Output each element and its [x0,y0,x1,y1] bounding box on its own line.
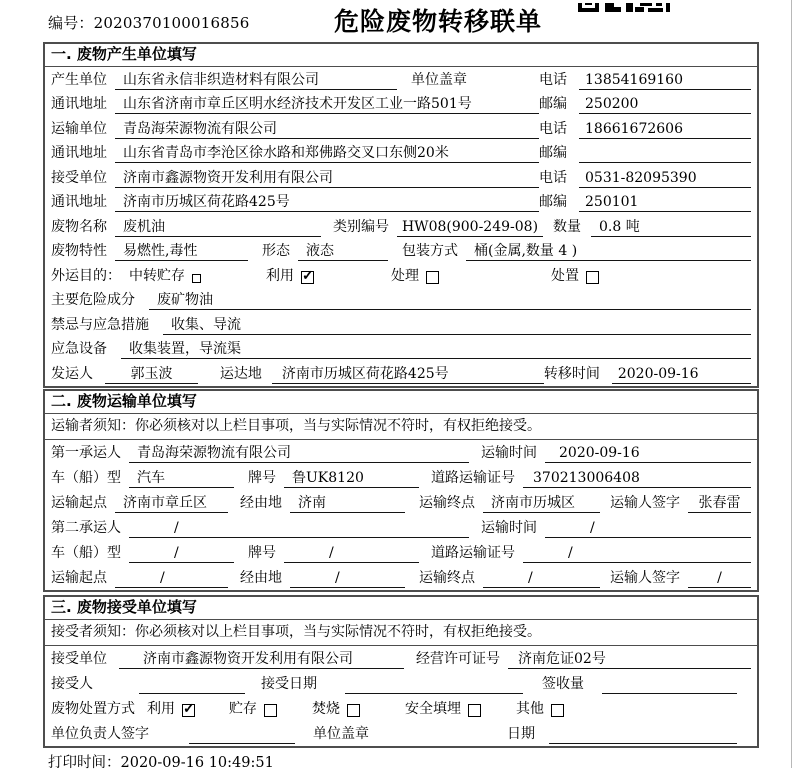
carrier2-field: / [129,520,469,538]
plate2-field: / [284,545,419,563]
destination-field: 济南市历城区荷花路425号 [272,366,544,384]
receiver-address-field: 济南市历城区荷花路425号 [115,194,539,212]
transporter-field: 青岛海荣源物流有限公司 [115,121,539,139]
phone-label: 电话 [539,169,567,186]
row-responsible-sign [45,721,757,746]
producer-zip-field: 250200 [579,96,751,114]
option-other [516,700,564,721]
section-transporter [43,389,759,592]
permit-field: 济南危证02号 [508,651,751,669]
row-carrier1 [45,440,757,465]
zip-label: 邮编 [539,96,567,112]
unit-seal-label: 单位盖章 [411,71,467,88]
phone-group [539,71,751,92]
serial-label: 编号： [48,14,94,32]
carrier-sign-label: 运输人签字 [610,570,680,586]
option-label: 焚烧 [312,701,340,717]
purpose-label: 外运目的： [51,267,121,284]
road-license2-field: / [523,545,751,563]
plate-label: 牌号 [248,470,276,486]
producer-address-field: 山东省济南市章丘区明水经济技术开发区工业一路501号 [115,96,539,114]
option-dispose [551,267,599,288]
row-producer-address [45,92,757,117]
origin-label: 运输起点 [51,570,107,586]
row-receiver-address [45,190,757,215]
row-receive-unit [45,646,757,671]
checkbox-transfer-storage [192,274,201,283]
hazard-field: 废矿物油 [149,292,751,310]
received-amount-field [602,676,737,694]
carrier1-field: 青岛海荣源物流有限公司 [129,445,469,463]
receiver-field: 济南市鑫源物资开发利用有限公司 [115,170,539,188]
checkbox-dispose [586,271,599,284]
producer-phone-field: 13854169160 [579,72,751,90]
transfer-time-label: 转移时间 [543,365,600,382]
origin-label: 运输起点 [51,495,107,511]
form-label: 形态 [262,243,290,259]
row-vehicle1 [45,465,757,490]
received-amount-label: 签收量 [542,676,584,692]
waste-name-label: 废物名称 [51,218,107,235]
origin2-field: / [115,570,228,588]
option-label: 利用 [147,701,175,717]
row-taboo [45,312,757,337]
checkbox-storage [264,704,277,717]
transporter-phone-field: 18661672606 [579,121,751,139]
phone-label: 电话 [539,120,567,137]
checkbox-landfill [468,704,481,717]
checkbox-other [551,704,564,717]
zip-group [539,193,751,214]
row-vehicle2 [45,540,757,565]
transport-time-label: 运输时间 [481,520,537,536]
receive-date-field [345,676,523,694]
row-route2 [45,565,757,590]
address-label: 通讯地址 [51,194,107,210]
taboo-label: 禁忌与应急措施 [51,316,149,333]
producer-field: 山东省永信非织造材料有限公司 [115,72,397,90]
receiver-notice: 接受者须知：你必须核对以上栏目事项，当与实际情况不符时，有权拒绝接受。 [45,620,757,646]
row-transporter [45,116,757,141]
packing-label: 包装方式 [402,243,458,259]
phone-group [539,169,751,190]
transporter-label: 运输单位 [51,120,107,137]
equipment-field: 收集装置，导流渠 [121,341,751,359]
origin1-field: 济南市章丘区 [115,495,228,513]
print-time [48,751,274,772]
shipper-field: 郭玉波 [105,366,198,384]
section1-title: 一. 废物产生单位填写 [45,44,757,67]
receive-person-field [139,676,245,694]
row-producer [45,67,757,92]
transporter-zip-field [579,145,751,163]
receiver-zip-field: 250101 [579,194,751,212]
plate-label: 牌号 [248,545,276,561]
checkbox-treat [426,271,439,284]
zip-group [539,95,751,116]
destination-label: 运达地 [219,365,262,382]
option-label: 其他 [516,701,544,717]
section2-title: 二. 废物运输单位填写 [45,391,757,414]
option-recycle [147,700,195,721]
date-field [549,726,737,744]
responsible-sign-label: 单位负责人签字 [51,726,149,742]
road-license1-field: 370213006408 [523,470,751,488]
quantity-label: 数量 [553,218,581,235]
character-field: 易燃性,毒性 [115,243,248,261]
vehicle-type-label: 车（船）型 [51,470,121,486]
carrier-sign2-field: / [688,570,751,588]
character-label: 废物特性 [51,243,107,259]
option-label: 贮存 [229,701,257,717]
row-receive-person [45,671,757,696]
endpoint-label: 运输终点 [419,570,475,586]
phone-group [539,120,751,141]
page-title: 危险废物转移联单 [333,7,542,36]
quantity-field: 0.8 吨 [591,219,751,237]
receiver-phone-field: 0531-82095390 [579,170,751,188]
transport-time2-field: / [545,520,751,538]
row-receiver [45,165,757,190]
endpoint1-field: 济南市历城区 [483,495,600,513]
road-license-label: 道路运输证号 [431,545,515,561]
checkbox-recycle [301,271,314,284]
row-route1 [45,490,757,515]
receive-unit-field: 济南市鑫源物资开发利用有限公司 [119,651,404,669]
transfer-time-field: 2020-09-16 [612,366,751,384]
option-label: 中转贮存 [129,267,185,284]
option-label: 利用 [266,267,294,284]
serial-value: 2020370100016856 [93,14,250,32]
date-label: 日期 [507,726,535,742]
row-transporter-address [45,141,757,166]
option-treat [391,267,439,288]
section-receiver [43,595,759,748]
row-disposal-method [45,696,757,721]
via1-field: 济南 [290,495,405,513]
row-shipper [45,361,757,386]
option-transfer-storage [129,267,201,288]
via-label: 经由地 [240,570,282,586]
disposal-method-label: 废物处置方式 [51,701,135,717]
via-label: 经由地 [240,495,282,511]
transfer-time-group [544,365,751,386]
row-waste-character [45,239,757,264]
transport-time1-field: 2020-09-16 [545,445,751,463]
address-label: 通讯地址 [51,145,107,161]
shipper-label: 发运人 [51,365,93,382]
address-label: 通讯地址 [51,96,107,112]
plate1-field: 鲁UK8120 [284,470,419,488]
print-time-label: 打印时间： [48,755,121,771]
carrier2-label: 第二承运人 [51,520,121,536]
waste-name-field: 废机油 [115,219,321,237]
packing-field: 桶(金属,数量 4 ) [466,243,751,261]
carrier1-label: 第一承运人 [51,445,121,461]
option-label: 处置 [551,267,579,284]
carrier-sign-label: 运输人签字 [610,495,680,511]
taboo-field: 收集、导流 [163,317,751,335]
category-label: 类别编号 [333,218,389,235]
print-time-value: 2020-09-16 10:49:51 [120,755,274,771]
permit-label: 经营许可证号 [416,651,500,667]
receive-unit-label: 接受单位 [51,651,107,667]
row-carrier2 [45,515,757,540]
form-field: 液态 [298,243,388,261]
unit-seal-label: 单位盖章 [313,726,369,742]
endpoint2-field: / [483,570,600,588]
row-emergency-equipment [45,337,757,362]
receiver-label: 接受单位 [51,169,107,186]
option-storage [229,700,277,721]
via2-field: / [290,570,405,588]
option-incinerate [312,700,360,721]
road-license-label: 道路运输证号 [431,470,515,486]
transporter-notice: 运输者须知：你必须核对以上栏目事项，当与实际情况不符时，有权拒绝接受。 [45,414,757,440]
endpoint-label: 运输终点 [419,495,475,511]
vehicle-type2-field: / [129,545,234,563]
receive-date-label: 接受日期 [261,676,317,692]
option-recycle [266,267,314,288]
checkbox-incinerate [347,704,360,717]
carrier-sign1-field: 张春雷 [688,495,751,513]
zip-group [539,144,751,165]
zip-label: 邮编 [539,194,567,210]
transport-time-label: 运输时间 [481,445,537,461]
option-label: 处理 [391,267,419,284]
receive-person-label: 接受人 [51,676,93,692]
category-field: HW08(900-249-08) [397,219,543,237]
phone-label: 电话 [539,71,567,88]
option-label: 安全填埋 [405,701,461,717]
hazard-label: 主要危险成分 [51,292,135,308]
vehicle-type1-field: 汽车 [129,470,234,488]
row-hazard [45,288,757,313]
option-landfill [405,700,481,721]
producer-label: 产生单位 [51,71,107,88]
vehicle-type-label: 车（船）型 [51,545,121,561]
row-waste-name [45,214,757,239]
zip-label: 邮编 [539,145,567,161]
section-producer [43,42,759,388]
section3-title: 三. 废物接受单位填写 [45,597,757,620]
transporter-address-field: 山东省青岛市李沧区徐水路和郑佛路交叉口东侧20米 [115,145,539,163]
responsible-sign-field [189,726,295,744]
checkbox-recycle [182,704,195,717]
row-purpose [45,263,757,288]
equipment-label: 应急设备 [51,341,107,357]
page-edge-line [791,0,792,768]
